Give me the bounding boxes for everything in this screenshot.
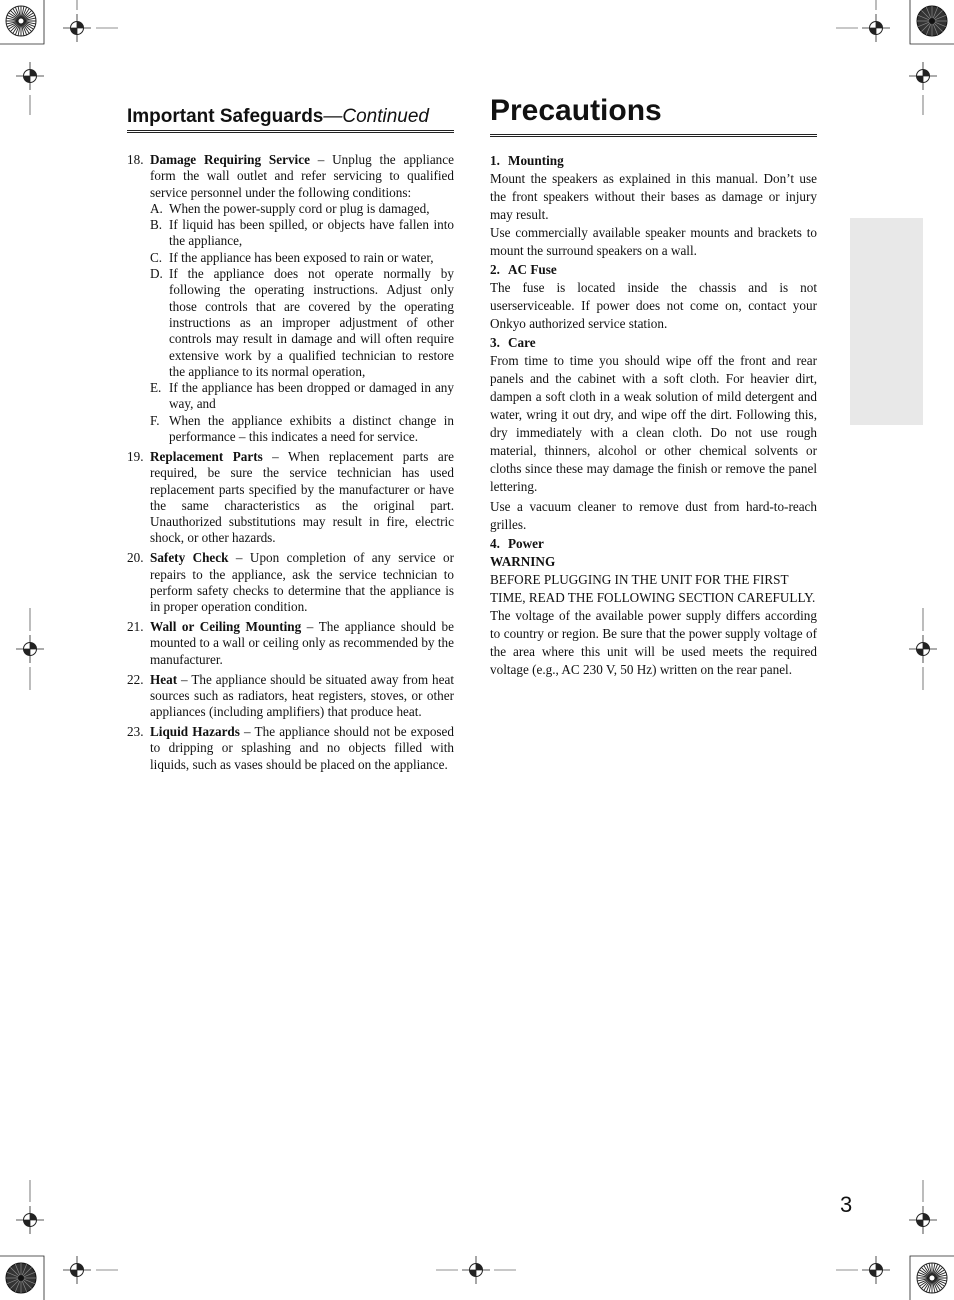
left-title-text: Important Safeguards xyxy=(127,106,324,127)
section-heading-mounting xyxy=(490,152,817,170)
section-title: Care xyxy=(508,335,536,350)
sub-text: When the appliance exhibits a distinct change in performance – this indicates a need for service. xyxy=(169,412,454,445)
section-heading-ac-fuse xyxy=(490,261,817,279)
sub-text: If the appliance has been dropped or damaged in any way, and xyxy=(169,380,454,412)
item-number: 19. xyxy=(127,448,144,464)
section-number: 2. xyxy=(490,262,500,277)
care-paragraph-2: Use a vacuum cleaner to remove dust from hard-to-reach grilles. xyxy=(490,499,817,532)
item-title: Safety Check xyxy=(150,550,229,566)
sub-item xyxy=(150,266,454,380)
section-number: 1. xyxy=(490,153,500,168)
sub-letter: D. xyxy=(150,266,163,282)
safeguard-item xyxy=(127,550,454,615)
sub-letter: E. xyxy=(150,380,162,396)
mounting-paragraph-2: Use commercially available speaker mounts and brackets to mount the surround speakers on a wall. xyxy=(490,225,817,258)
sub-text: If the appliance does not operate normally by following the operating instructions. Adjust only those controls that are covered by the operating instructions as an improper adjustment of other controls may result in damage and will often require extensive work by a qualified technician to restore the appliance to its normal operation, xyxy=(169,266,454,379)
section-heading-care xyxy=(490,334,817,352)
section-number: 4. xyxy=(490,536,500,551)
item-number: 23. xyxy=(127,724,144,740)
sub-letter: A. xyxy=(150,200,163,216)
item-text: – When replacement parts are required, be sure the service technician has used replacement parts specified by the manufacturer or have the same characteristics as the original part. Unauthorized substitutions may result in fire, electric shock, or other hazards. xyxy=(150,448,454,546)
item-title: Damage Requiring Service xyxy=(150,152,310,167)
safeguard-item xyxy=(127,619,454,668)
section-title: Power xyxy=(508,536,544,551)
sub-text: When the power-supply cord or plug is damaged, xyxy=(169,200,430,216)
section-tab xyxy=(850,218,923,425)
item-title: Replacement Parts xyxy=(150,448,263,464)
sub-item xyxy=(150,413,454,446)
power-paragraph: The voltage of the available power supply differs according to country or region. Be sure that the power supply voltage of the area where this unit will be used meets the required voltage (e.g., AC 230 V, 50 Hz) written on the rear panel. xyxy=(490,608,817,677)
left-section-title xyxy=(127,106,454,133)
item-number: 20. xyxy=(127,550,144,566)
sub-text: If the appliance has been exposed to rain or water, xyxy=(169,249,434,265)
sub-letter: C. xyxy=(150,249,163,265)
safeguards-list xyxy=(127,152,454,777)
left-title-continued: —Continued xyxy=(323,106,429,127)
sub-letter: F. xyxy=(150,412,160,428)
item-text: – The appliance should not be exposed to dripping or splashing and no objects filled with liquids, such as vases should be placed on the appliance. xyxy=(150,724,454,772)
item-title: Liquid Hazards xyxy=(150,724,240,740)
section-title: Mounting xyxy=(508,153,564,168)
precautions-list xyxy=(490,151,817,679)
item-number: 21. xyxy=(127,619,144,635)
fuse-paragraph: The fuse is located inside the chassis and is not userserviceable. If power does not come on, contact your Onkyo authorized service station. xyxy=(490,280,817,331)
sub-letter: B. xyxy=(150,217,163,233)
care-paragraph: From time to time you should wipe off the front and rear panels and the cabinet with a soft cloth. For heavier dirt, dampen a soft cloth in a weak solution of mild detergent and water, wring it out dry, and wipe off the dirt. Following this, dry immediately with a clean cloth. Do not use rough material, thinners, alcohol or other chemical solvents or cloths since these may damage the finish or remove the panel lettering. xyxy=(490,353,817,494)
item-text: – Upon completion of any service or repairs to the appliance, ask the service technician to perform safety checks to determine that the appliance is in proper operation condition. xyxy=(150,550,454,615)
section-title: AC Fuse xyxy=(508,262,557,277)
warning-label: WARNING xyxy=(490,554,556,569)
item-title: Wall or Ceiling Mounting xyxy=(150,619,302,635)
item-title: Heat xyxy=(150,671,178,687)
sub-item xyxy=(150,380,454,413)
mounting-paragraph: Mount the speakers as explained in this manual. Don’t use the front speakers without their bases as damage or injury may result. xyxy=(490,171,817,222)
item-number: 22. xyxy=(127,671,144,687)
section-number: 3. xyxy=(490,335,500,350)
sub-item xyxy=(150,217,454,250)
sub-text: If liquid has been spilled, or objects have fallen into the appliance, xyxy=(169,217,454,249)
section-heading-power xyxy=(490,535,817,553)
safeguard-item xyxy=(127,449,454,547)
sub-item xyxy=(150,201,454,217)
page-number: 3 xyxy=(840,1192,853,1217)
item-text: – Unplug the appliance form the wall outlet and refer servicing to qualified service personnel under the following conditions: xyxy=(150,152,454,200)
item-number: 18. xyxy=(127,152,144,167)
safeguard-item xyxy=(127,672,454,721)
item-text: – The appliance should be mounted to a wall or ceiling only as recommended by the manufacturer. xyxy=(150,619,454,667)
warning-text: BEFORE PLUGGING IN THE UNIT FOR THE FIRST TIME, READ THE FOLLOWING SECTION CAREFULLY. xyxy=(490,572,816,605)
safeguard-item xyxy=(127,724,454,773)
item-text: – The appliance should be situated away from heat sources such as radiators, heat registers, stoves, or other appliances (including amplifiers) that produce heat. xyxy=(150,671,454,720)
sub-item xyxy=(150,250,454,266)
precautions-title: Precautions xyxy=(490,94,817,137)
safeguard-item xyxy=(127,152,454,445)
